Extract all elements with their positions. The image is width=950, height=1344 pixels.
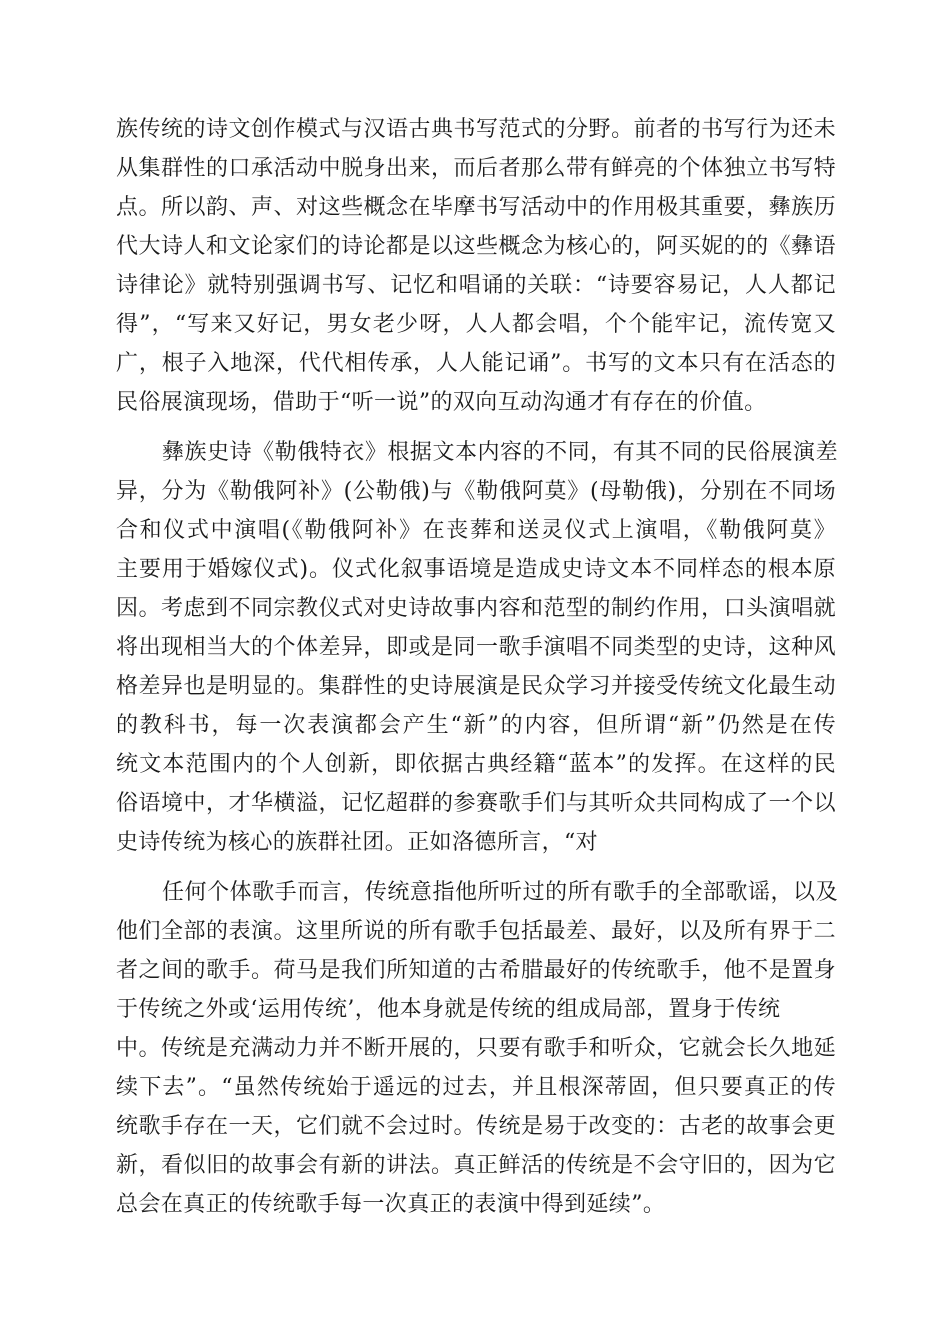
paragraph-3-line-4: 于传统之外或‘运用传统’，他本身就是传统的组成局部，置身于传统	[116, 997, 781, 1022]
paragraph-2-line-1: 彝族史诗《勒俄特衣》根据文本内容的不同，有其不同的民俗展演差	[162, 440, 838, 465]
paragraph-1-line-3: 点。所以韵、声、对这些概念在毕摩书写活动中的作用极其重要，彝族历	[116, 195, 836, 220]
paragraph-2-line-2: 异，分为《勒俄阿补》(公勒俄)与《勒俄阿莫》(母勒俄)，分别在不同场	[116, 479, 836, 504]
paragraph-3-line-8: 新，看似旧的故事会有新的讲法。真正鲜活的传统是不会守旧的，因为它	[116, 1153, 836, 1178]
paragraph-1-line-4: 代大诗人和文论家们的诗论都是以这些概念为核心的，阿买妮的的《彝语	[116, 234, 836, 259]
paragraph-3-line-3: 者之间的歌手。荷马是我们所知道的古希腊最好的传统歌手，他不是置身	[116, 958, 836, 983]
paragraph-3-line-2: 他们全部的表演。这里所说的所有歌手包括最差、最好，以及所有界于二	[116, 919, 836, 944]
paragraph-3-line-9: 总会在真正的传统歌手每一次真正的表演中得到延续”。	[116, 1192, 666, 1217]
paragraph-3-line-5: 中。传统是充满动力并不断开展的，只要有歌手和听众，它就会长久地延	[116, 1036, 836, 1061]
paragraph-2-line-6: 将出现相当大的个体差异，即或是同一歌手演唱不同类型的史诗，这种风	[116, 635, 836, 660]
paragraph-1-line-2: 从集群性的口承活动中脱身出来，而后者那么带有鲜亮的个体独立书写特	[116, 156, 836, 181]
paragraph-1-line-8: 民俗展演现场，借助于“听一说”的双向互动沟通才有存在的价值。	[116, 390, 767, 415]
paragraph-1-line-6: 得”，“写来又好记，男女老少呀，人人都会唱，个个能牢记，流传宽又	[116, 312, 836, 337]
paragraph-2-line-9: 统文本范围内的个人创新，即依据古典经籍“蓝本”的发挥。在这样的民	[116, 752, 836, 777]
paragraph-2-line-7: 格差异也是明显的。集群性的史诗展演是民众学习并接受传统文化最生动	[116, 674, 836, 699]
paragraph-2-line-8: 的教科书，每一次表演都会产生“新”的内容，但所谓“新”仍然是在传	[116, 713, 836, 738]
paragraph-2-line-11: 史诗传统为核心的族群社团。正如洛德所言，“对	[116, 830, 599, 855]
paragraph-1-line-7: 广，根子入地深，代代相传承，人人能记诵”。书写的文本只有在活态的	[116, 351, 836, 376]
paragraph-2-line-10: 俗语境中，才华横溢，记忆超群的参赛歌手们与其听众共同构成了一个以	[116, 791, 836, 816]
paragraph-1-line-5: 诗律论》就特别强调书写、记忆和唱诵的关联：“诗要容易记，人人都记	[116, 273, 836, 298]
paragraph-2-line-5: 因。考虑到不同宗教仪式对史诗故事内容和范型的制约作用，口头演唱就	[116, 596, 836, 621]
paragraph-2-line-4: 主要用于婚嫁仪式)。仪式化叙事语境是造成史诗文本不同样态的根本原	[116, 557, 836, 582]
paragraph-1-line-1: 族传统的诗文创作模式与汉语古典书写范式的分野。前者的书写行为还未	[116, 117, 836, 142]
paragraph-3-line-1: 任何个体歌手而言，传统意指他所听过的所有歌手的全部歌谣，以及	[162, 880, 838, 905]
paragraph-3-line-7: 统歌手存在一天，它们就不会过时。传统是易于改变的：古老的故事会更	[116, 1114, 836, 1139]
paragraph-2-line-3: 合和仪式中演唱(《勒俄阿补》在丧葬和送灵仪式上演唱，《勒俄阿莫》	[116, 518, 836, 543]
paragraph-3-line-6: 续下去”。“虽然传统始于遥远的过去，并且根深蒂固，但只要真正的传	[116, 1075, 836, 1100]
